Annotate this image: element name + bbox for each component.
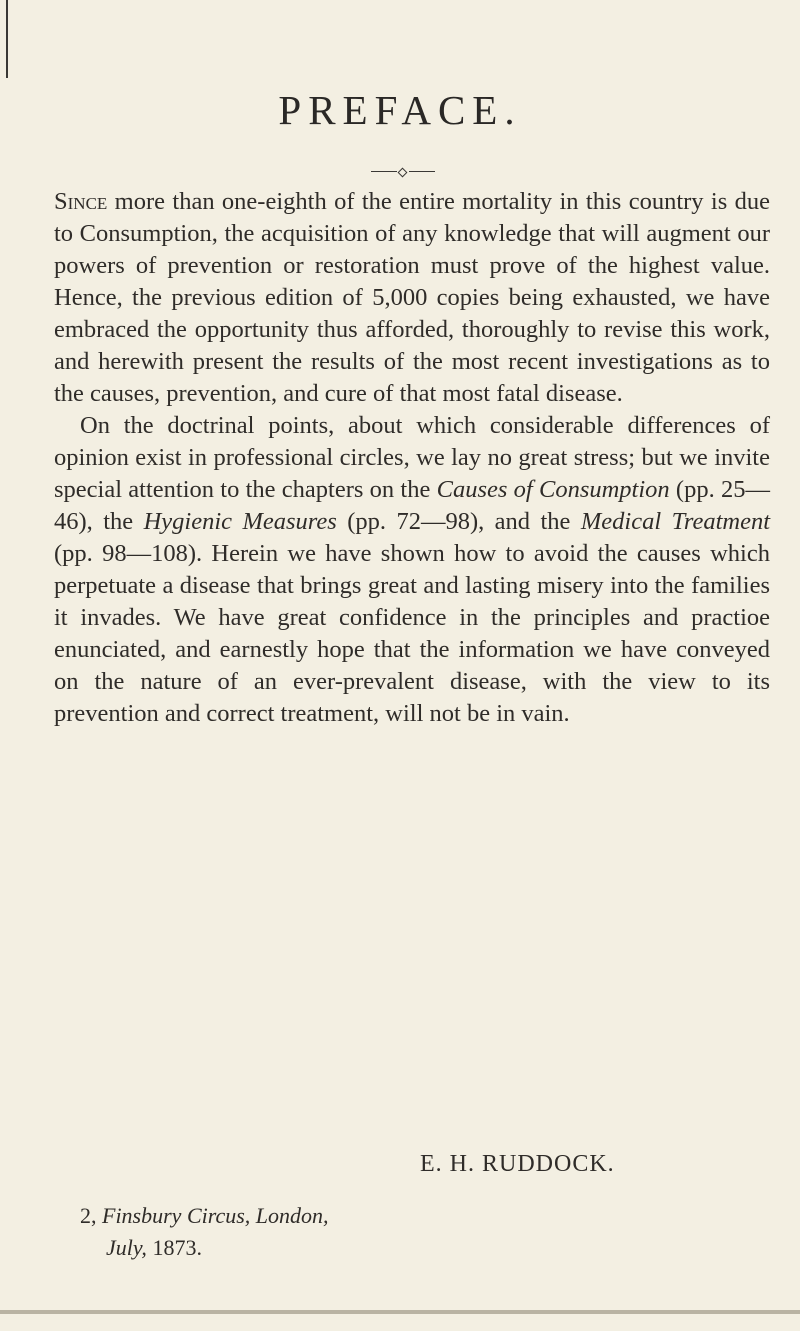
address-number: 2, (80, 1203, 102, 1228)
paragraph-2-part-2: (pp. 25—46), the (54, 476, 770, 535)
medical-treatment-ref: Medical Treatment (580, 508, 771, 535)
page-edge-line (6, 0, 8, 78)
paragraph-1-lead: Since (54, 188, 108, 215)
causes-of-consumption-ref: Causes of Consumption (436, 476, 670, 503)
hygienic-measures-ref: Hygienic Measures (143, 508, 337, 535)
address-street: Finsbury Circus, London, (102, 1203, 329, 1228)
title-ornament (371, 168, 435, 176)
paragraph-2 (54, 410, 770, 730)
ornament-rule-left (371, 171, 397, 172)
address-line-1 (80, 1200, 329, 1232)
page-title: PREFACE. (278, 87, 522, 133)
page-bottom-edge (0, 1310, 800, 1314)
preface-body (54, 186, 770, 730)
paragraph-1-text: more than one-eighth of the entire mortality in this country is due to Consumption, the acquisition of any knowledge that will augment our powers of prevention or restoration must prove of the highest value. Hence, the previous edition of 5,000 copies being exhausted, we have embraced the opportunity thus afforded, thoroughly to revise this work, and herewith present the results of the most recent investigations as to the causes, prevention, and cure of that most fatal disease. (54, 188, 770, 407)
ornament-diamond-icon (398, 168, 408, 178)
paragraph-2-part-1: On the doctrinal points, about which considerable differences of opinion exist in professional circles, we lay no great stress; but we invite special attention to the chapters on the (54, 412, 770, 503)
address-line-2 (80, 1232, 329, 1264)
author-address (80, 1200, 329, 1264)
author-signature: E. H. RUDDOCK. (420, 1151, 615, 1177)
date-year: 1873. (146, 1235, 202, 1260)
paragraph-2-part-3: (pp. 72—98), and the (336, 508, 581, 535)
date-month: July, (106, 1235, 147, 1260)
paragraph-2-part-4: (pp. 98—108). Herein we have shown how to avoid the causes which perpetuate a disease that brings great and lasting misery into the families it invades. We have great confidence in the principles and practioe enunciated, and earnestly hope that the information we have conveyed on the nature of an ever-prevalent disease, with the view to its prevention and correct treatment, will not be in vain. (54, 540, 770, 727)
ornament-rule-right (409, 171, 435, 172)
paragraph-1 (54, 186, 770, 410)
